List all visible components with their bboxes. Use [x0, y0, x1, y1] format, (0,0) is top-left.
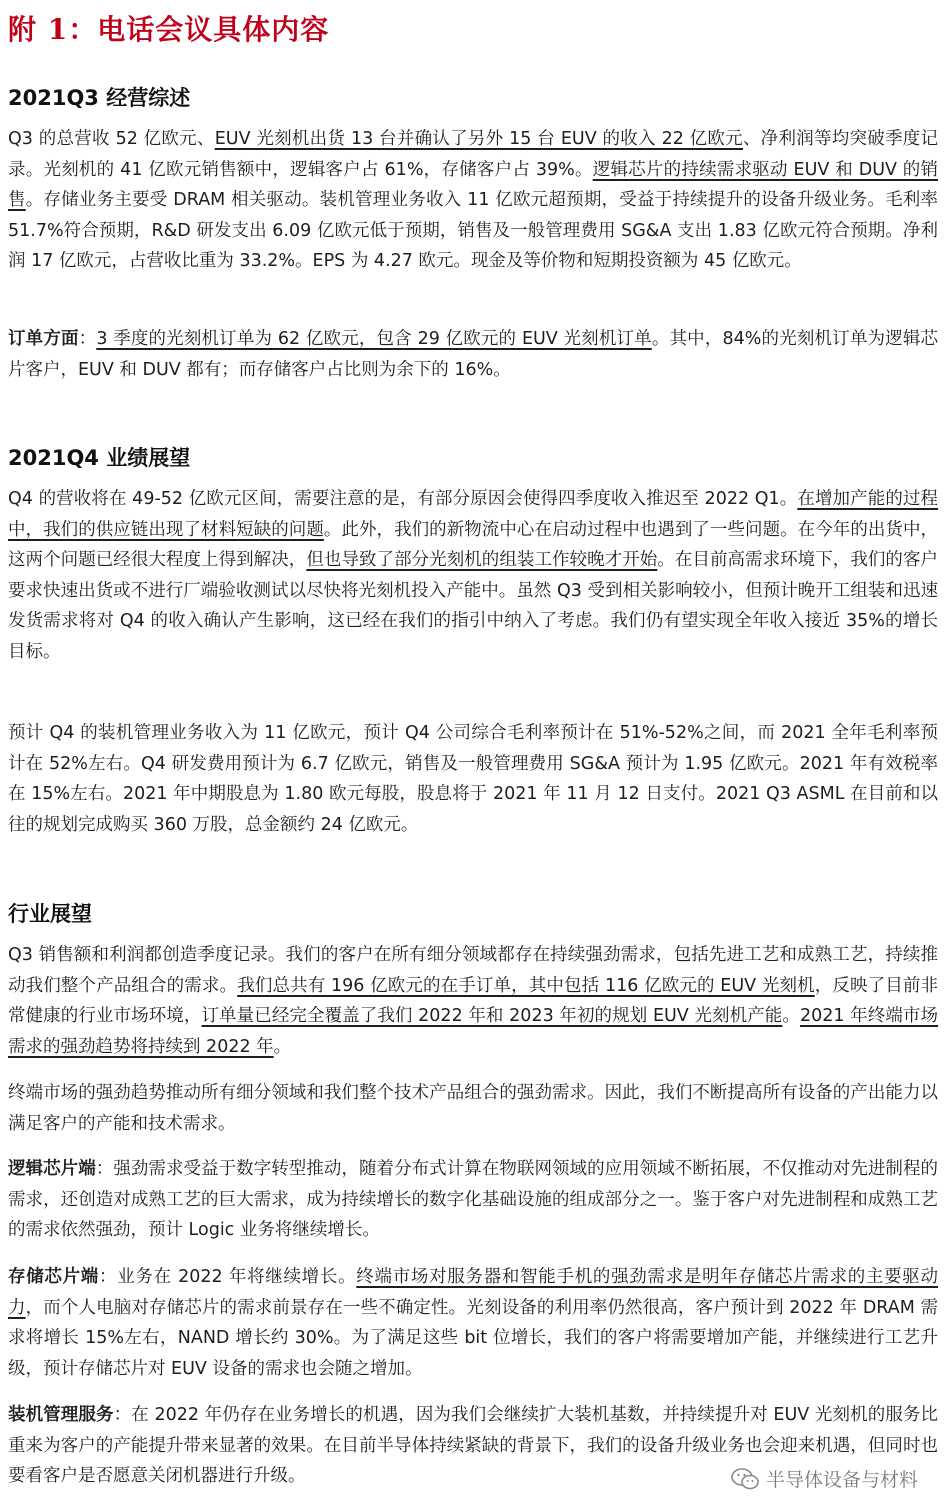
watermark-text: 半导体设备与材料 — [765, 1469, 918, 1491]
logic-paragraph — [8, 1154, 938, 1246]
text-run: 。 — [273, 1036, 292, 1057]
text-run: ，而个人电脑对存储芯片的需求前景存在一些不确定性。光刻设备的利用率仍然很高，客户预计到 2022 年 DRAM 需求将增长 15%左右，NAND 增长约 30%。为了满足这些 bit 位增长，我们的客户将需要增加产能，并继续进行工艺升级，预计存储芯片对 EUV 设备的需求也会随之增加。 — [8, 1297, 939, 1379]
paragraph-label: 订单方面 — [8, 329, 79, 349]
text-run: 。此外，我们的新物流中心在启动过程中也遇到了一些问题。在今年的出货中，这两个问题已经很大程度上得到解决， — [8, 519, 939, 570]
q3-review-paragraph — [8, 124, 938, 277]
label-colon: ： — [99, 1267, 118, 1287]
q4-guidance-paragraph: 预计 Q4 的装机管理业务收入为 11 亿欧元，预计 Q4 公司综合毛利率预计在 51%-52%之间，而 2021 全年毛利率预计在 52%左右。Q4 研发费用预计为 6.7 亿欧元，销售及一般管理费用 SG&A 预计为 1.95 亿欧元。2021 年有效税率在 15%左右。2021 年中期股息为 1.80 欧元每股，股息将于 2021 年 11 月 12 日支付。2021 Q3 ASML 在目前和以往的规划完成购买 360 万股，总金额约 24 亿欧元。 — [8, 723, 938, 835]
text-run: 强劲需求受益于数字转型推动，随着分布式计算在物联网领域的应用领域不断拓展，不仅推动对先进制程的需求，还创造对成熟工艺的巨大需求，成为持续增长的数字化基础设施的组成部分之一。鉴于客户对先进制程和成熟工艺的需求依然强劲，预计 Logic 业务将继续增长。 — [8, 1159, 939, 1240]
highlight-underline: 在增加产能的过程中，我们的供应链出现了材料短缺的问题 — [8, 489, 939, 540]
memory-paragraph — [8, 1262, 938, 1384]
text-run: 业务在 2022 年将继续增长。 — [117, 1267, 357, 1287]
highlight-underline: 2021 年终端市场需求的强劲趋势将持续到 2022 年 — [8, 1006, 939, 1057]
label-colon: ： — [113, 1405, 132, 1425]
q4-outlook-paragraph — [8, 484, 938, 667]
highlight-underline: 但也导致了部分光刻机的组装工作较晚才开始 — [306, 550, 658, 570]
highlight-underline: 3 季度的光刻机订单为 62 亿欧元，包含 29 亿欧元的 EUV 光刻机订单 — [96, 329, 652, 349]
highlight-underline: EUV 光刻机出货 13 台并确认了另外 15 台 EUV 的收入 22 亿欧元 — [214, 129, 743, 149]
text-run: Q4 的营收将在 49-52 亿欧元区间，需要注意的是，有部分原因会使得四季度收入推迟至 2022 Q1。 — [8, 489, 798, 509]
section-heading-q3-review: 2021Q3 经营综述 — [8, 86, 191, 110]
watermark — [726, 1465, 922, 1492]
text-run: 在 2022 年仍存在业务增长的机遇，因为我们会继续扩大装机基数，并持续提升对 EUV 光刻机的服务比重来为客户的产能提升带来显著的效果。在目前半导体持续紧缺的背景下，我们的设备升级业务也会迎来机遇，但同时也要看客户是否愿意关闭机器进行升级。 — [8, 1405, 939, 1486]
paragraph-label: 装机管理服务 — [8, 1405, 114, 1425]
appendix-title: 附 1：电话会议具体内容 — [8, 13, 330, 46]
label-colon: ： — [95, 1159, 114, 1179]
wechat-icon — [730, 1467, 760, 1491]
text-run: Q3 的总营收 52 亿欧元、 — [8, 129, 215, 149]
paragraph-label: 存储芯片端 — [8, 1267, 100, 1287]
q3-orders-paragraph — [8, 324, 938, 385]
highlight-underline: 终端市场对服务器和智能手机的强劲需求是明年存储芯片需求的主要驱动力 — [8, 1267, 939, 1318]
text-run: 。在目前高需求环境下，我们的客户要求快速出货或不进行厂端验收测试以尽快将光刻机投入产能中。虽然 Q3 受到相关影响较小，但预计晚开工组装和迅速发货需求将对 Q4 的收入确认产生影响，这已经在我们的指引中纳入了考虑。我们仍有望实现全年收入接近 35%的增长目标。 — [8, 550, 939, 662]
text-run: 。其中，84%的光刻机订单为逻辑芯片客户，EUV 和 DUV 都有；而存储客户占比则为余下的 16%。 — [8, 329, 939, 380]
text-run: ，反映了目前非常健康的行业市场环境， — [8, 975, 938, 1026]
highlight-underline: 我们总共有 196 亿欧元的在手订单，其中包括 116 亿欧元的 EUV 光刻机 — [237, 975, 815, 996]
paragraph-label: 逻辑芯片端 — [8, 1159, 96, 1179]
text-run: Q3 销售额和利润都创造季度记录。我们的客户在所有细分领域都存在持续强劲需求，包括先进工艺和成熟工艺，持续推动我们整个产品组合的需求。 — [8, 945, 938, 996]
industry-paragraph — [8, 940, 938, 1062]
text-run: 。 — [782, 1006, 800, 1026]
section-heading-industry: 行业展望 — [8, 902, 92, 926]
label-colon: ： — [78, 329, 97, 349]
text-run: 、净利润等均突破季度记录。光刻机的 41 亿欧元销售额中，逻辑客户占 61%，存储客户占 39%。 — [8, 129, 939, 180]
end-market-paragraph: 终端市场的强劲趋势推动所有细分领域和我们整个技术产品组合的强劲需求。因此，我们不断提高所有设备的产出能力以满足客户的产能和技术需求。 — [8, 1083, 938, 1134]
section-heading-q4-outlook: 2021Q4 业绩展望 — [8, 446, 191, 470]
text-run: 。存储业务主要受 DRAM 相关驱动。装机管理业务收入 11 亿欧元超预期，受益于持续提升的设备升级业务。毛利率 51.7%符合预期，R&D 研发支出 6.09 亿欧元低于预期，销售及一般管理费用 SG&A 支出 1.83 亿欧元符合预期。净利润 17 亿欧元，占营收比重为 33.2%。EPS 为 4.27 欧元。现金及等价物和短期投资额为 45 亿欧元。 — [8, 190, 939, 271]
highlight-underline: 订单量已经完全覆盖了我们 2022 年和 2023 年初的规划 EUV 光刻机产能 — [201, 1006, 783, 1026]
highlight-underline: 逻辑芯片的持续需求驱动 EUV 和 DUV 的销售 — [8, 159, 938, 210]
